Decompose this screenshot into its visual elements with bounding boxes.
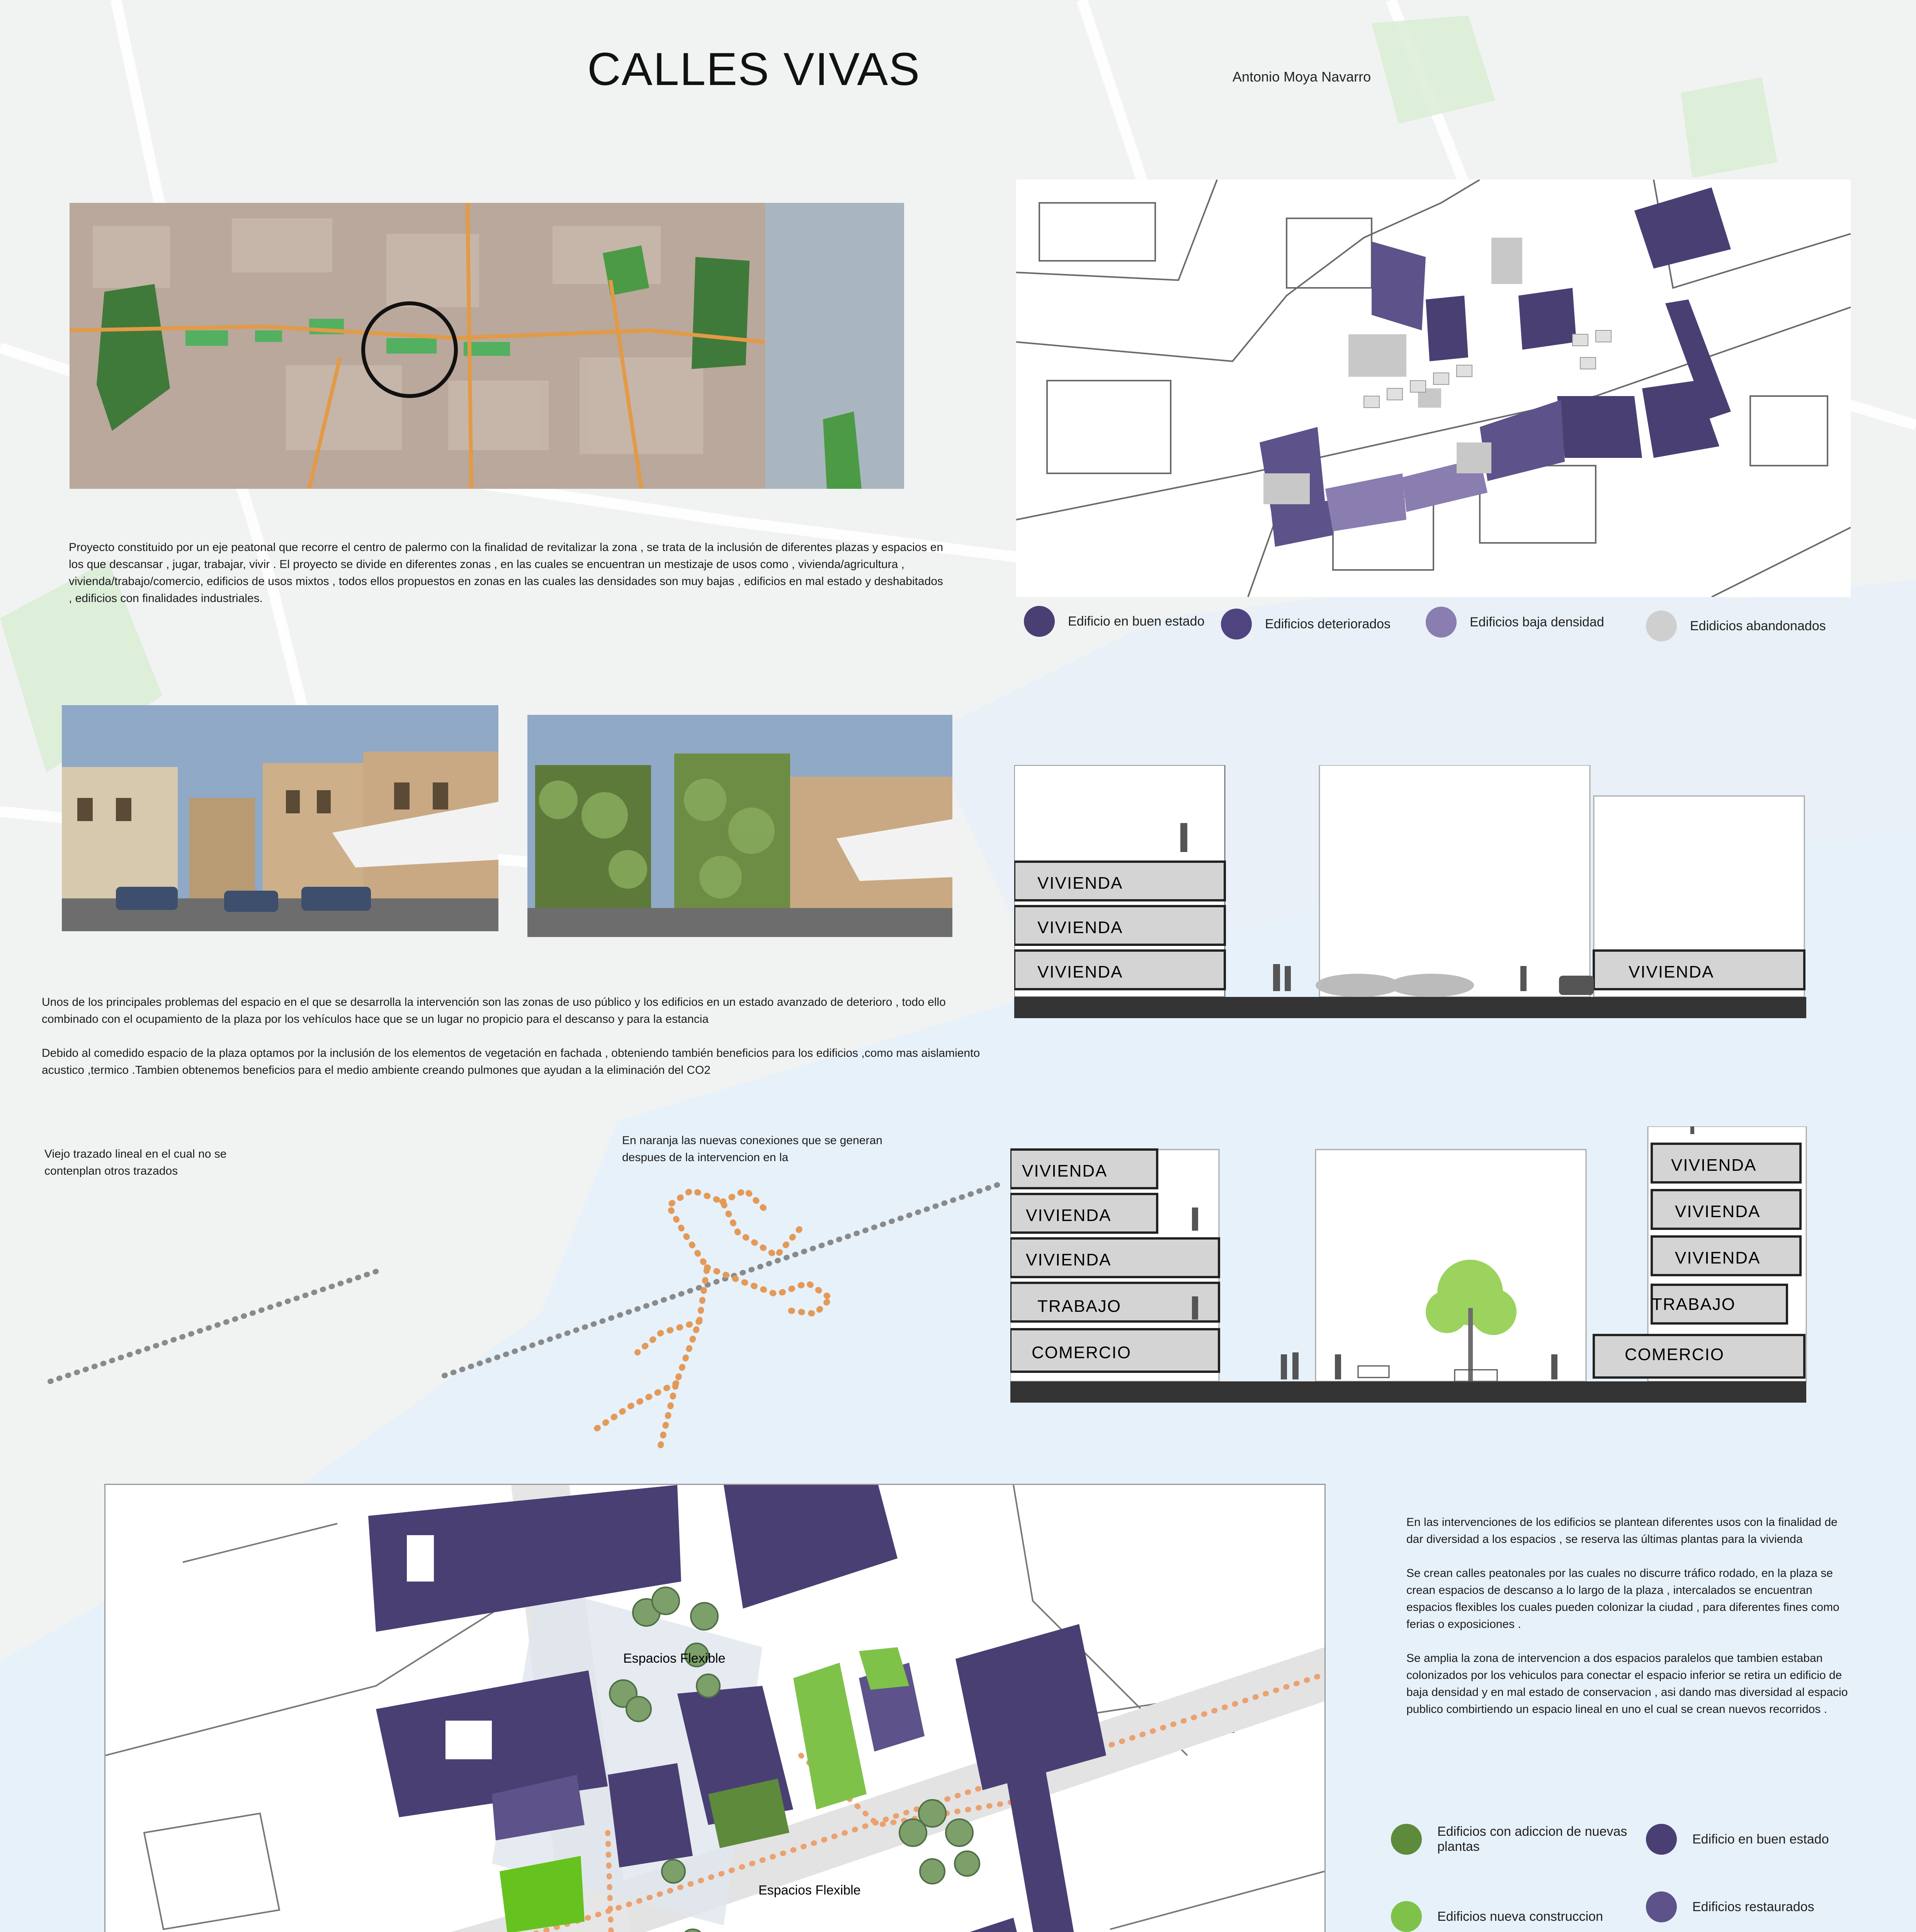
legend-good-condition [1646, 1824, 1885, 1855]
intervention-plan-frame [104, 1484, 1326, 1932]
legend-abandoned [1646, 611, 1826, 641]
plan-label-flex2: Espacios Flexible [758, 1883, 861, 1898]
section-existing [1014, 765, 1810, 1020]
section-label: VIVIENDA [1629, 963, 1714, 981]
legend-swatch [1646, 1891, 1677, 1922]
legend-label: Edificio en buen estado [1692, 1832, 1829, 1847]
section-label: VIVIENDA [1675, 1248, 1761, 1267]
legend-swatch [1221, 609, 1252, 639]
connections-diagram [43, 1167, 1024, 1457]
legend-swatch [1426, 607, 1457, 638]
section-label: VIVIENDA [1037, 874, 1123, 893]
legend-label: Edificios deteriorados [1265, 616, 1391, 631]
section-label: VIVIENDA [1671, 1156, 1757, 1175]
intervention-paragraph-1: En las intervenciones de los edificios se plantean diferentes usos con la finalidad de dar diversidad a los espacios , se reserva las últimas plantas para la vivienda [1406, 1516, 1838, 1546]
intervention-text [1406, 1514, 1851, 1735]
legend-label: Edificios con adiccion de nuevas plantas [1437, 1824, 1627, 1854]
section-label: VIVIENDA [1026, 1250, 1112, 1269]
legend-swatch [1646, 1824, 1677, 1855]
intervention-plan [105, 1485, 1324, 1932]
legend-good-state [1024, 606, 1204, 637]
legend-label: Edificios baja densidad [1470, 614, 1604, 629]
intervention-paragraph-2: Se crean calles peatonales por las cuales no discurre tráfico rodado, en la plaza se crean espacios de descanso a lo largo de la plaza , intercalados se encuentran espacios flexibles los cuales pueden colonizar la ciudad , para diferentes fines como ferias o exposiciones . [1406, 1567, 1839, 1631]
street-photo-before [62, 705, 498, 931]
legend-added-floors [1391, 1824, 1630, 1855]
section-label: VIVIENDA [1675, 1202, 1761, 1221]
legend-swatch [1391, 1824, 1422, 1855]
section-label: TRABAJO [1037, 1297, 1121, 1316]
legend-swatch [1024, 606, 1055, 637]
intervention-paragraph-3: Se amplia la zona de intervencion a dos espacios paralelos que tambien estaban colonizados por los vehiculos para conectar el espacio inferior se retira un edificio de baja densidad y en mal estado de conservacion , asi dando mas diversidad al espacio publico combirtiendo un espacio lineal en uno el cual se crean nuevos recorridos . [1406, 1652, 1848, 1716]
section-label: TRABAJO [1652, 1295, 1736, 1314]
intro-text: Proyecto constituido por un eje peatonal que recorre el centro de palermo con la finalidad de revitalizar la zona , se trata de la inclusión de diferentes plazas y espacios en los que descansar , jugar, trabajar, vivir . El proyecto se divide en diferentes zonas , en las cuales se encuentran un mestizaje de usos como , vivienda/agricultura , vivienda/trabajo/comercio, edificios de usos mixtos , todos ellos propuestos en zonas en las cuales las densidades son muy bajas , edificios en mal estado y deshabitados , edificios con finalidades industriales. [69, 541, 944, 605]
building-state-plan [1016, 180, 1851, 597]
legend-label: Edificios restaurados [1692, 1899, 1814, 1914]
old-layout-note: Viejo trazado lineal en el cual no se contenplan otros trazados [44, 1148, 227, 1177]
legend-label: Edificios nueva construccion [1437, 1909, 1603, 1924]
problem-paragraph-1: Unos de los principales problemas del espacio en el que se desarrolla la intervención son las zonas de uso público y los edificios en un estado avanzado de deterioro , todo ello combinado con el ocupamiento de la plaza por los vehículos hace que se un lugar no propicio para el descanso y para la estancia [42, 996, 946, 1026]
section-label: VIVIENDA [1026, 1206, 1112, 1225]
section-label: COMERCIO [1625, 1345, 1724, 1364]
problem-paragraph-2: Debido al comedido espacio de la plaza optamos por la inclusión de los elementos de vegetación en fachada , obteniendo también beneficios para los edificios ,como mas aislamiento acustico ,termico .Tambien obtenemos beneficios para el medio ambiente creando pulmones que ayudan a la eliminación del CO2 [42, 1047, 980, 1077]
legend-swatch [1391, 1901, 1422, 1932]
street-photo-after [527, 715, 952, 937]
legend-restored [1646, 1891, 1885, 1922]
section-label: VIVIENDA [1037, 963, 1123, 981]
aerial-route-map [70, 203, 904, 489]
plan-label-flex1: Espacios Flexible [623, 1651, 726, 1666]
problem-text [42, 994, 981, 1096]
author-name: Antonio Moya Navarro [1233, 69, 1371, 85]
legend-label: Edidicios abandonados [1690, 618, 1826, 633]
section-proposed [1010, 1126, 1814, 1405]
legend-new-construction [1391, 1901, 1630, 1932]
section-label: VIVIENDA [1037, 918, 1123, 937]
legend-label: Edificio en buen estado [1068, 614, 1205, 629]
legend-low-density [1426, 607, 1604, 638]
section-label: VIVIENDA [1022, 1162, 1108, 1180]
legend-deteriorated [1221, 609, 1391, 639]
section-label: COMERCIO [1032, 1343, 1131, 1362]
legend-swatch [1646, 611, 1677, 641]
page-title: CALLES VIVAS [587, 43, 921, 95]
new-connections-note: En naranja las nuevas conexiones que se generan despues de la intervencion en la [622, 1134, 882, 1164]
